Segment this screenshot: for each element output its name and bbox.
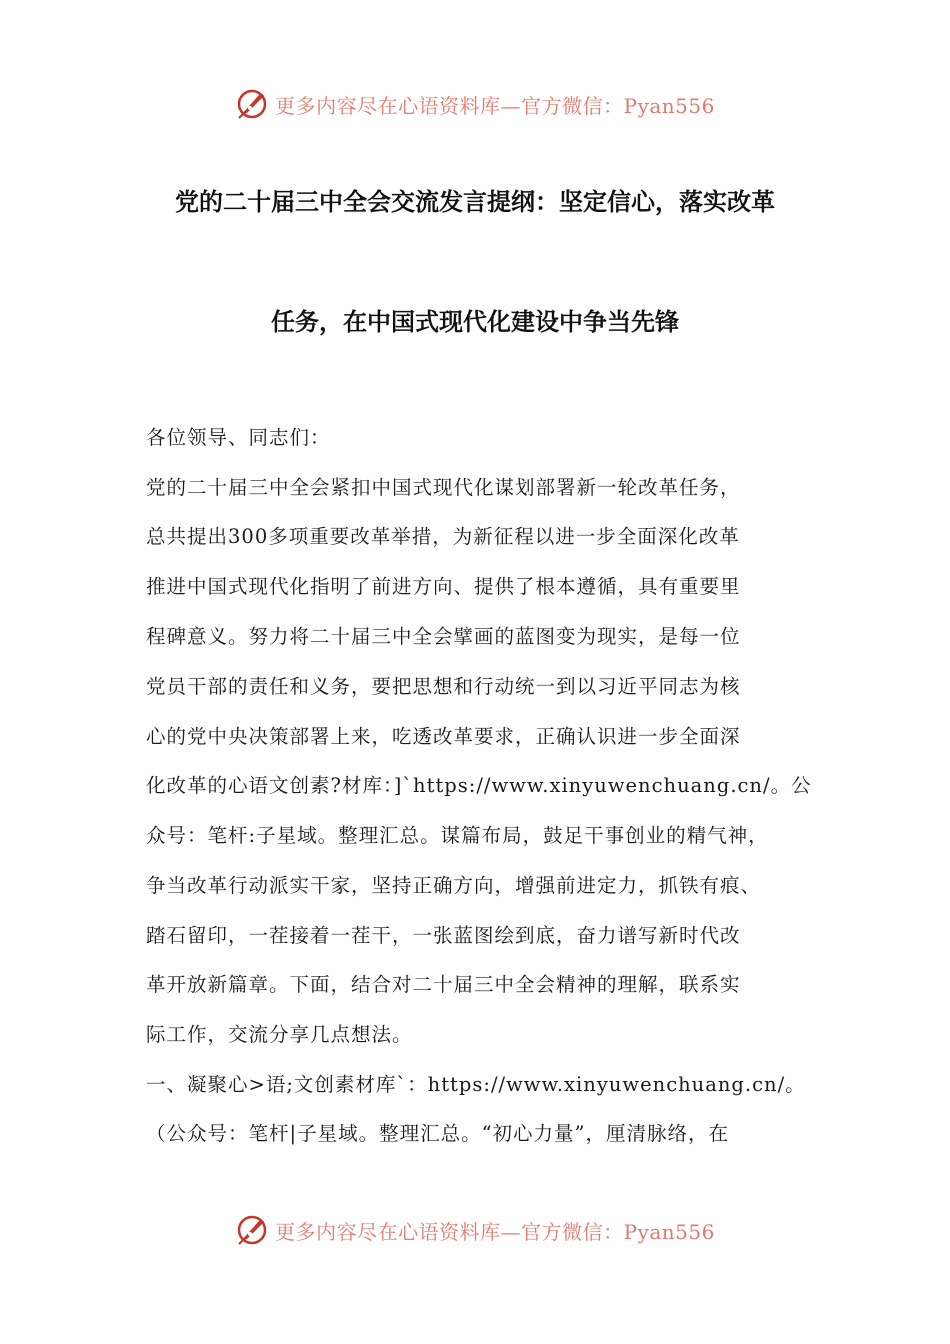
body-text-line: 推进中国式现代化指明了前进方向、提供了根本遵循，具有重要里 (146, 575, 741, 598)
body-text-line: 总共提出300多项重要改革举措，为新征程以进一步全面深化改革 (146, 525, 740, 548)
body-text-line: 革开放新篇章。下面，结合对二十届三中全会精神的理解，联系实 (146, 973, 741, 996)
footer-banner-text: 更多内容尽在心语资料库—官方微信：Pyan556 (275, 1219, 715, 1244)
body-text-line: 争当改革行动派实干家，坚持正确方向，增强前进定力，抓铁有痕、 (146, 874, 762, 897)
salutation: 各位领导、同志们： (146, 426, 331, 449)
quill-logo-icon (235, 1213, 269, 1247)
document-title-line-1: 党的二十届三中全会交流发言提纲：坚定信心，落实改革 (175, 188, 775, 216)
section-heading-line: 一、凝聚心>语;文创素材库`：https://www.xinyuwenchuang.cn/。 (146, 1073, 806, 1096)
body-text-line: 程碑意义。努力将二十届三中全会擘画的蓝图变为现实，是每一位 (146, 625, 741, 648)
body-text-line: 踏石留印，一茬接着一茬干，一张蓝图绘到底，奋力谱写新时代改 (146, 924, 741, 947)
document-title-line-2: 任务，在中国式现代化建设中争当先锋 (271, 308, 679, 336)
body-text-line: 党的二十届三中全会紧扣中国式现代化谋划部署新一轮改革任务， (146, 476, 741, 499)
body-text-line: 际工作，交流分享几点想法。 (146, 1023, 413, 1046)
body-text-line: 党员干部的责任和义务，要把思想和行动统一到以习近平同志为核 (146, 675, 741, 698)
header-banner-text: 更多内容尽在心语资料库—官方微信：Pyan556 (275, 93, 715, 118)
footer-watermark-banner (0, 1210, 950, 1250)
body-text-line: 心的党中央决策部署上来，吃透改革要求，正确认识进一步全面深 (146, 725, 741, 748)
body-text-line: （公众号：笔杆|子星域。整理汇总。“初心力量”，厘清脉络，在 (146, 1122, 730, 1145)
header-watermark-banner (0, 84, 950, 124)
body-text-line: 众号：笔杆:子星域。整理汇总。谋篇布局，鼓足干事创业的精气神， (146, 824, 769, 847)
body-text-line: 化改革的心语文创素?材库：]`https://www.xinyuwenchuang.cn/。公 (146, 774, 812, 797)
quill-logo-icon (235, 87, 269, 121)
